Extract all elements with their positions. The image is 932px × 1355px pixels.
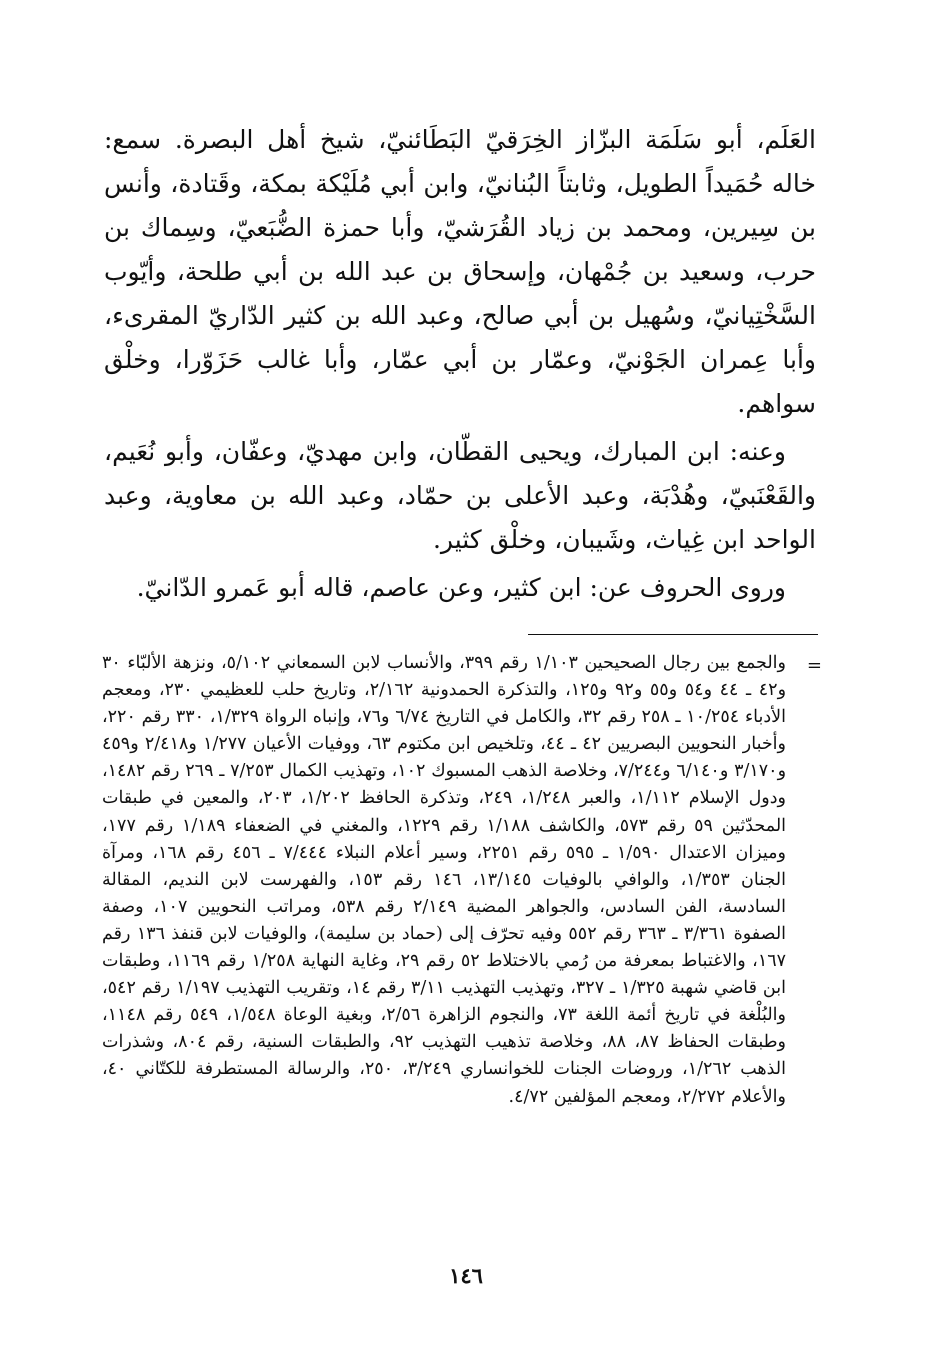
- footnote-text: والجمع بين رجال الصحيحين ١/١٠٣ رقم ٣٩٩، والأنساب لابن السمعاني ٥/١٠٢، ونزهة الألبّاء ٣٠ و٤٢ ـ ٤٤ و٥٤ و٥٥ و٩٢ و١٢٥، والتذكرة الحمدونية ٢/١٦٢، وتاريخ حلب للعظيمي ٢٣٠، ومعجم الأدباء ١٠/٢٥٤ ـ ٢٥٨ رقم ٣٢، والكامل في التاريخ ٦/٧٤ و٧٦، وإنباه الرواة ١/٣٢٩، ٣٣٠ رقم ٢٢٠، وأخبار النحويين البصريين ٤٢ ـ ٤٤، وتلخيص ابن مكتوم ٦٣، ووفيات الأعيان ١/٢٧٧ و٢/٤١٨ و٤٥٩ و٣/١٧٠ و٦/١٤٠ و٧/٢٤٤، وخلاصة الذهب المسبوك ١٠٢، وتهذيب الكمال ٧/٢٥٣ ـ ٢٦٩ رقم ١٤٨٢، ودول الإسلام ١/١١٢، والعبر ١/٢٤٨، ٢٤٩، وتذكرة الحافظ ١/٢٠٢، ٢٠٣، والمعين في طبقات المحدّثين ٥٩ رقم ٥٧٣، والكاشف ١/١٨٨ رقم ١٢٢٩، والمغني في الضعفاء ١/١٨٩ رقم ١٧٧، وميزان الاعتدال ١/٥٩٠ ـ ٥٩٥ رقم ٢٢٥١، وسير أعلام النبلاء ٧/٤٤٤ ـ ٤٥٦ رقم ١٦٨، ومرآة الجنان ١/٣٥٣، والوافي بالوفيات ١٣/١٤٥، ١٤٦ رقم ١٥٣، والفهرست لابن النديم، المقالة السادسة، الفن السادس، والجواهر المضية ٢/١٤٩ رقم ٥٣٨، ومراتب النحويين ١٠٧، وصفة الصفوة ٣/٣٦١ ـ ٣٦٣ رقم ٥٥٢ وفيه تحرّف إلى (حماد بن سليمة)، والوفيات لابن قنفذ ١٣٦ رقم ١٦٧، والاغتباط بمعرفة من رُمي بالاختلاط ٥٢ رقم ٢٩، وغاية النهاية ١/٢٥٨ رقم ١١٦٩، وطبقات ابن قاضي شهبة ١/٣٢٥ ـ ٣٢٧، وتهذيب التهذيب ٣/١١ رقم ١٤، وتقريب التهذيب ١/١٩٧ رقم ٥٤٢، والبُلْغة في تاريخ أئمة اللغة ٧٣، والنجوم الزاهرة ٢/٥٦، وبغية الوعاة ١/٥٤٨، ٥٤٩ رقم ١١٤٨، وطبقات الحفاظ ٨٧، ٨٨، وخلاصة تذهيب التهذيب ٩٢، والطبقات السنية، رقم ٨٠٤، وشذرات الذهب ١/٢٦٢، وروضات الجنات للخوانساري ٣/٢٤٩، ٢٥٠، والرسالة المستطرفة للكتّاني ٤٠، والأعلام ٢/٢٧٢، ومعجم المؤلفين ٤/٧٢.: [102, 653, 787, 1107]
- footnote-separator: [528, 634, 818, 635]
- footnote-continuation-marker: =: [806, 655, 822, 676]
- page-number: ١٤٦: [449, 1263, 483, 1288]
- footnotes-section: [102, 650, 822, 1111]
- students-paragraph: وعنه: ابن المبارك، ويحيى القطّان، وابن مهديّ، وعفّان، وأبو نُعَيم، والقَعْنَبيّ، وهُدْبَة، وعبد الأعلى بن حمّاد، وعبد الله بن معاوية، وعبد الواحد ابن غِياث، وشَيبان، وخلْق كثير.: [104, 437, 816, 554]
- readings-paragraph: وروى الحروف عن: ابن كثير، وعن عاصم، قاله أبو عَمرو الدّانيّ.: [136, 573, 786, 602]
- biography-body: [104, 118, 816, 610]
- biography-paragraph: العَلَم، أبو سَلَمَة البزّاز الخِرَقيّ البَطَائنيّ، شيخ أهل البصرة. سمع: خاله حُمَيداً الطويل، وثابتاً البُنانيّ، وابن أبي مُلَيْكة بمكة، وقَتادة، وأنس بن سِيرين، ومحمد بن زياد القُرَشيّ، وأبا حمزة الضُّبَعيّ، وسِماك بن حرب، وسعيد بن جُمْهان، وإسحاق بن عبد الله بن أبي طلحة، وأيّوب السَّخْتِيانيّ، وسُهيل بن أبي صالح، وعبد الله بن كثير الدّاريّ المقرىء، وأبا عِمران الجَوْنيّ، وعمّار بن أبي عمّار، وأبا غالب حَزَوّرا، وخلْق سواهم.: [104, 125, 816, 418]
